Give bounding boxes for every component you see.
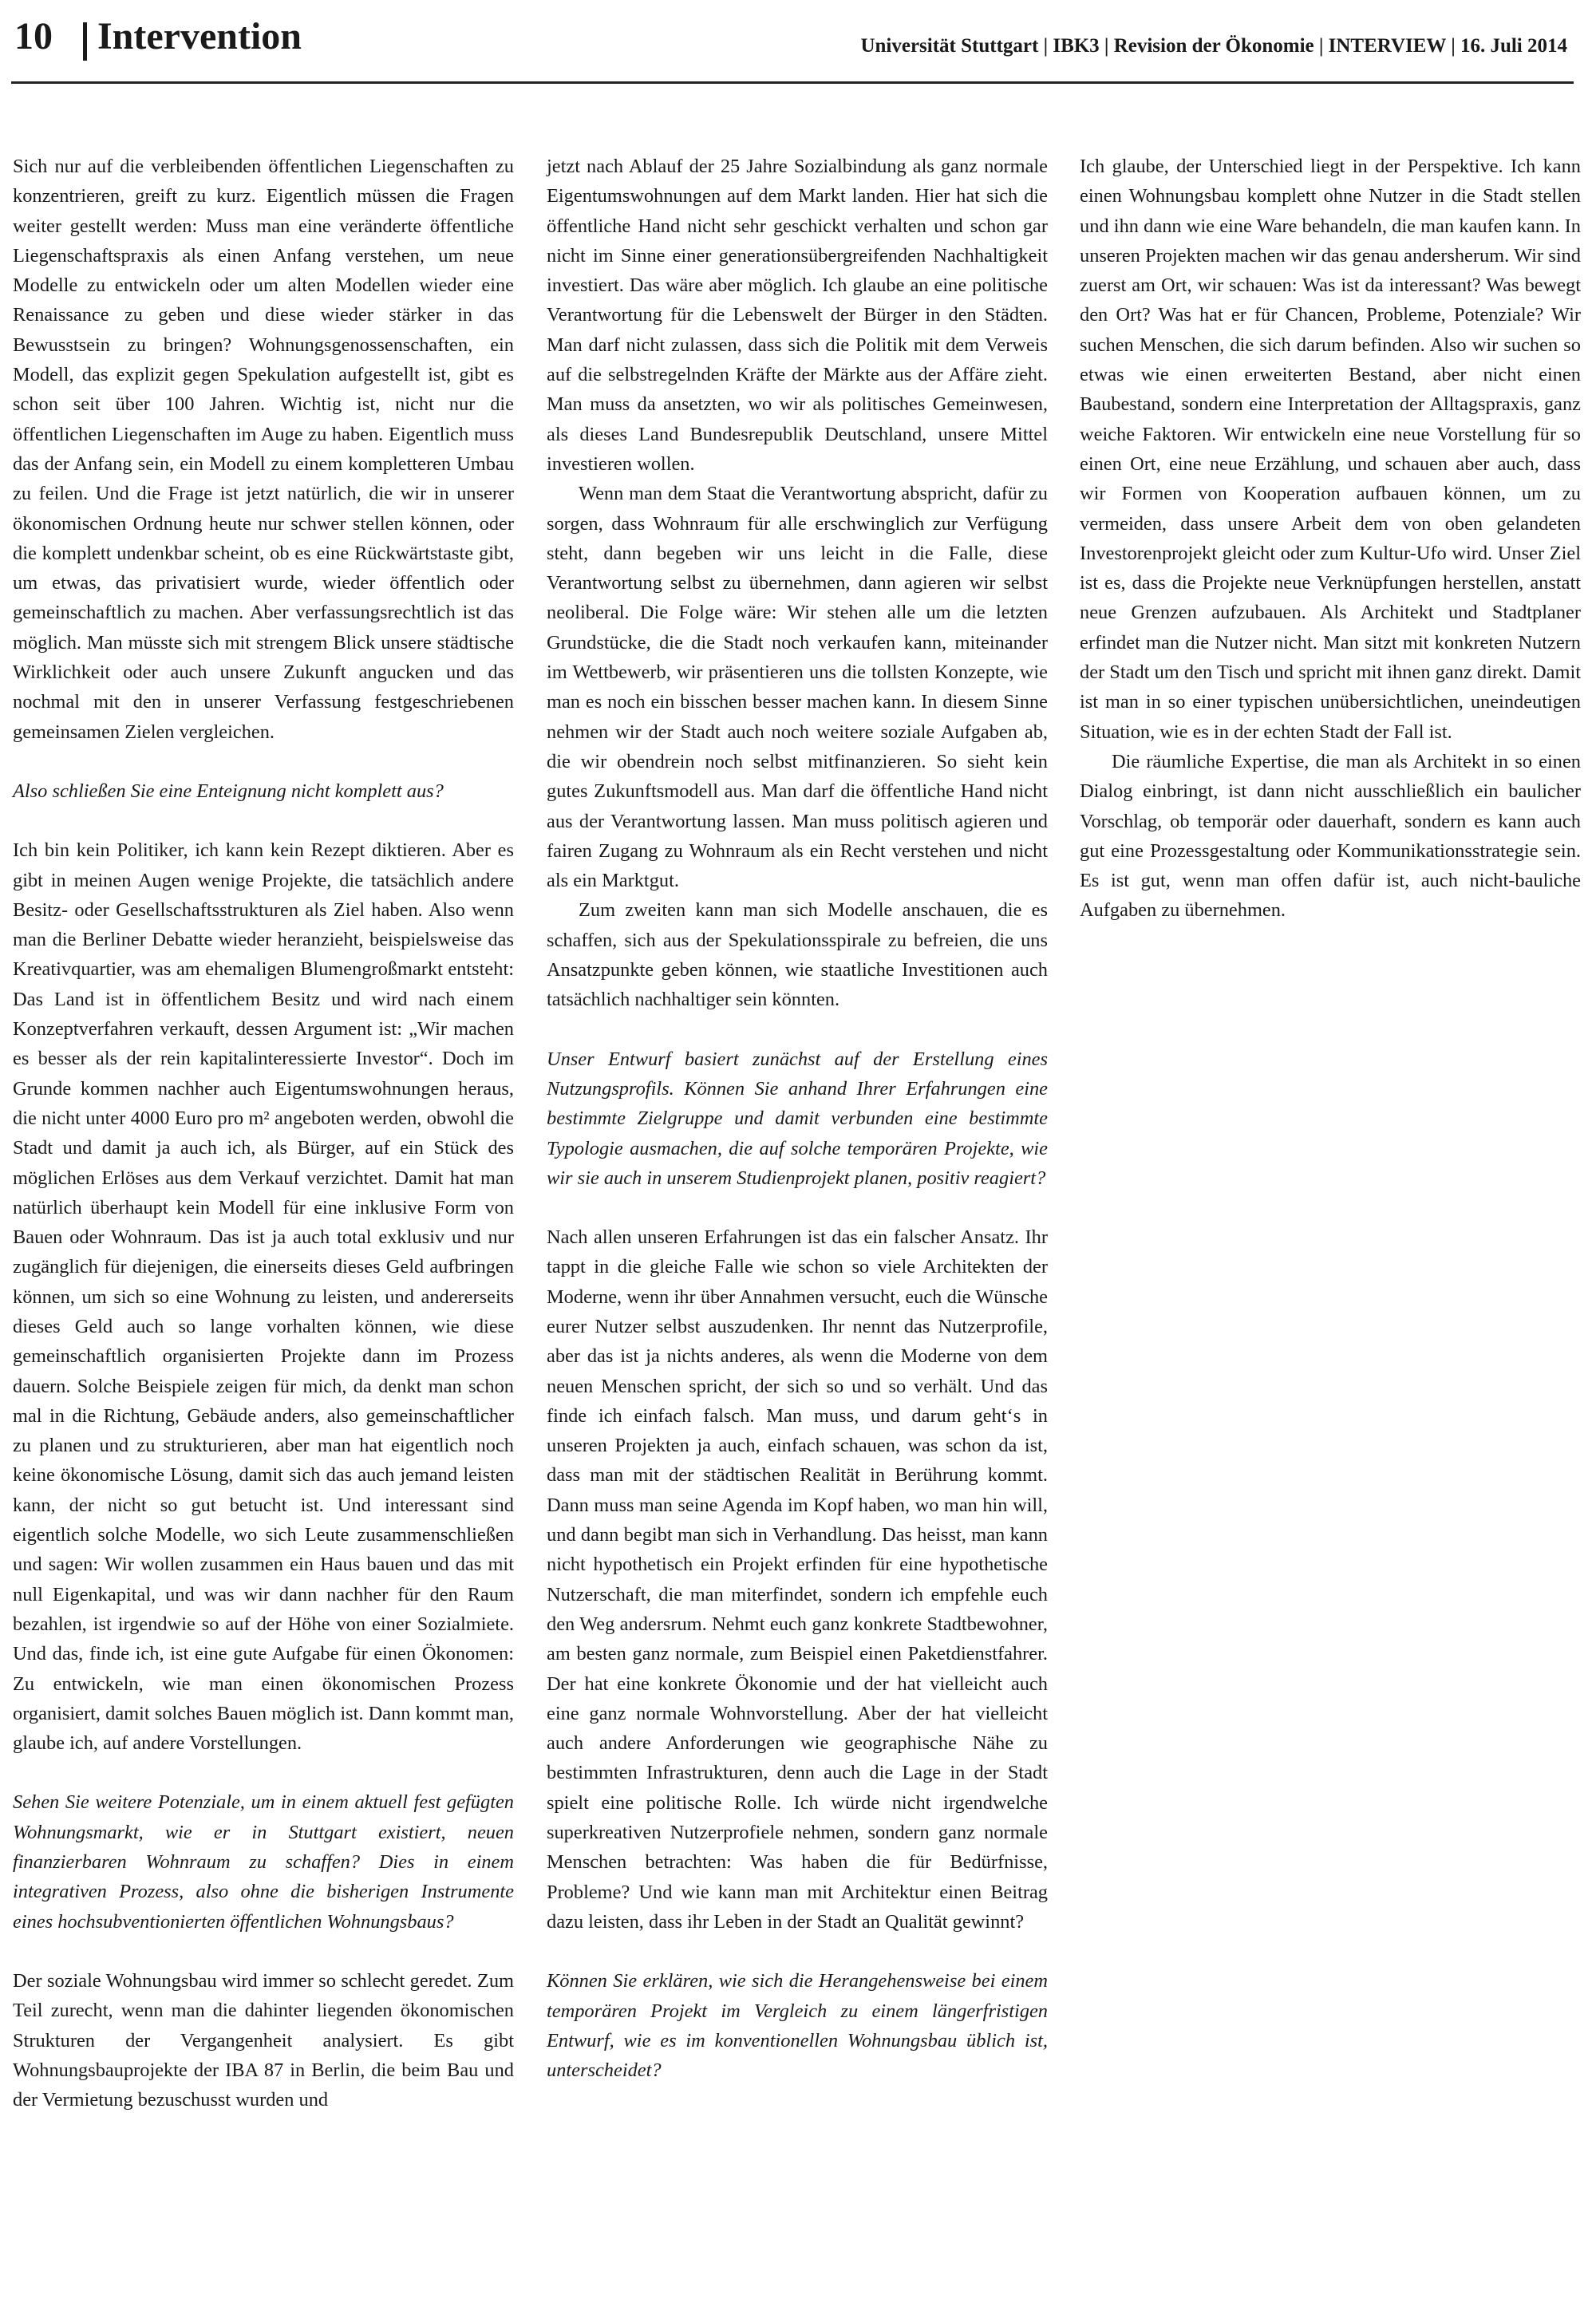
answer-paragraph: Sich nur auf die verbleibenden öffentlichen Liegenschaften zu konzentrieren, greift zu kurz. Eigentlich müssen die Fragen weiter gestellt werden: Muss man eine veränderte öffentliche Liegenschaftspraxis als einen Anfang verstehen, um neue Modelle zu entwickeln oder um alten Modellen wieder eine Renaissance zu geben und diese wieder stärker in das Bewusstsein zu bringen? Wohnungsgenossenschaften, ein Modell, das explizit gegen Spekulation aufgestellt ist, gibt es schon seit über 100 Jahren. Wichtig ist, nicht nur die öffentlichen Liegenschaften im Auge zu haben. Eigentlich muss das der Anfang sein, ein Modell zu einem kompletteren Umbau zu feilen. Und die Frage ist jetzt natürlich, die wir in unserer ökonomischen Ordnung heute nur schwer stellen können, oder die komplett undenkbar scheint, ob es eine Rückwärtstaste gibt, um etwas, das privatisiert wurde, wieder öffentlich oder gemeinschaftlich zu machen. Aber verfassungsrechtlich ist das möglich. Man müsste sich mit strengem Blick unsere städtische Wirklichkeit oder auch unsere Zukunft angucken und das nochmal mit den in unserer Verfassung festgeschriebenen gemeinsamen Zielen vergleichen. <box>13 156 514 743</box>
answer-paragraph: Nach allen unseren Erfahrungen ist das ein falscher Ansatz. Ihr tappt in die gleiche Falle wie schon so viele Architekten der Moderne, wenn ihr über Annahmen versucht, euch die Wünsche eurer Nutzer selbst auszudenken. Ihr nennt das Nutzerprofile, aber das ist ja nichts anderes, als wenn die Moderne von dem neuen Menschen spricht, der sich so und so verhält. Und das finde ich einfach falsch. Man muss, und darum geht‘s in unseren Projekten ja auch, einfach schauen, was schon da ist, dass man mit der städtischen Realität in Berührung kommt. Dann muss man seine Agenda im Kopf haben, wo man hin will, und dann begibt man sich in Verhandlung. Das heisst, man kann nicht hypothetisch ein Projekt erfinden für eine hypothetische Nutzerschaft, die man miterfindet, sondern ich empfehle euch den Weg andersrum. Nehmt euch ganz konkrete Stadtbewohner, am besten ganz normale, zum Beispiel einen Paketdienstfahrer. Der hat eine konkrete Ökonomie und der hat vielleicht auch eine ganz normale Wohnvorstellung. Aber der hat vielleicht auch andere Anforderungen wie geographische Nähe zu bestimmten Infrastrukturen, denn auch die Lage in der Stadt spielt eine politische Rolle. Ich würde nicht irgendwelche superkreativen Nutzerprofiele nehmen, sondern ganz normale Menschen betrachten: Was haben die für Bedürfnisse, Probleme? Und wie kann man mit Architektur einen Beitrag dazu leisten, dass ihr Leben in der Stadt an Qualität gewinnt? <box>547 1226 1048 1933</box>
interview-question: Können Sie erklären, wie sich die Herangehensweise bei einem temporären Projekt im Vergleich zu einem längerfristigen Entwurf, wie es im konventionellen Wohnungsbau üblich ist, unterscheidet? <box>547 1970 1048 2082</box>
answer-paragraph: Ich bin kein Politiker, ich kann kein Rezept diktieren. Aber es gibt in meinen Augen wenige Projekte, die tatsächlich andere Besitz- oder Gesellschaftsstrukturen als Ziel haben. Also wenn man die Berliner Debatte wieder heranzieht, beispielsweise das Kreativquartier, was am ehemaligen Blumengroßmarkt entsteht: Das Land ist in öffentlichem Besitz und wird nach einem Konzeptverfahren verkauft, dessen Argument ist: „Wir machen es besser als der rein kapitalinteressierte Investor“. Doch im Grunde kommen nachher auch Eigentumswohnungen heraus, die nicht unter 4000 Euro pro m² angeboten werden, obwohl die Stadt und damit ja auch ich, als Bürger, auf ein Stück des möglichen Erlöses aus dem Verkauf verzichtet. Damit hat man natürlich überhaupt kein Modell für eine inklusive Form von Bauen oder Wohnraum. Das ist ja auch total exklusiv und nur zugänglich für diejenigen, die einerseits dieses Geld aufbringen können, um sich so eine Wohnung zu leisten, und andererseits dieses Geld auch so lange vorhalten können, wie diese gemeinschaftlich organisierten Projekte dann im Prozess dauern. Solche Beispiele zeigen für mich, da denkt man schon mal in die Richtung, Gebäude anders, also gemeinschaftlicher zu planen und zu strukturieren, aber man hat eigentlich noch keine ökonomische Lösung, damit sich das auch jemand leisten kann, der nicht so gut betucht ist. Und interessant sind eigentlich solche Modelle, wo sich Leute zusammenschließen und sagen: Wir wollen zusammen ein Haus bauen und das mit null Eigenkapital, und was wir dann nachher für den Raum bezahlen, ist irgendwie so auf der Höhe von einer Sozialmiete. Und das, finde ich, ist eine gute Aufgabe für einen Ökonomen: Zu entwickeln, wie man einen ökonomischen Prozess organisiert, damit solches Bauen möglich ist. Dann kommt man, glaube ich, auf andere Vorstellungen. <box>13 839 514 1755</box>
answer-paragraph: Wenn man dem Staat die Verantwortung abspricht, dafür zu sorgen, dass Wohnraum für alle erschwinglich zur Verfügung steht, dann begeben wir uns leicht in die Falle, diese Verantwortung selbst zu übernehmen, dann agieren wir selbst neoliberal. Die Folge wäre: Wir stehen alle um die letzten Grundstücke, die die Stadt noch verkaufen kann, miteinander im Wettbewerb, wir präsentieren uns die tollsten Konzepte, wie man es noch ein bisschen besser machen kann. In diesem Sinne nehmen wir der Stadt auch noch weitere soziale Aufgaben ab, die wir obendrein noch selbst mitfinanzieren. So sieht kein gutes Zukunftsmodell aus. Man darf die öffentliche Hand nicht aus der Verantwortung lassen. Man muss politisch agieren und fairen Zugang zu Wohnraum als ein Recht verstehen und nicht als ein Marktgut. <box>547 483 1048 892</box>
interview-question: Sehen Sie weitere Potenziale, um in einem aktuell fest gefügten Wohnungsmarkt, wie er in Stuttgart existiert, neuen finanzierbaren Wohnraum zu schaffen? Dies in einem integrativen Prozess, also ohne die bisherigen Instrumente eines hochsubventionierten öffentlichen Wohnungsbaus? <box>13 1791 514 1933</box>
answer-paragraph: Die räumliche Expertise, die man als Architekt in so einen Dialog einbringt, ist dann nicht ausschließlich ein baulicher Vorschlag, ob temporär oder dauerhaft, sondern es kann auch gut eine Prozessgestaltung oder Kommunikationsstrategie sein. Es ist gut, wenn man offen dafür ist, auch nicht-bauliche Aufgaben zu übernehmen. <box>1080 750 1581 922</box>
answer-paragraph: Zum zweiten kann man sich Modelle anschauen, die es schaffen, sich aus der Spekulationsspirale zu befreien, die uns Ansatzpunkte geben können, wie staatliche Investitionen auch tatsächlich nachhaltiger sein könnten. <box>547 899 1048 1011</box>
interview-question: Also schließen Sie eine Enteignung nicht komplett aus? <box>13 780 444 802</box>
page-number: 10 <box>14 15 53 57</box>
text-column-3 <box>1080 152 1581 926</box>
answer-paragraph: Ich glaube, der Unterschied liegt in der Perspektive. Ich kann einen Wohnungsbau komplett ohne Nutzer in die Stadt stellen und ihn dann wie eine Ware behandeln, die man kaufen kann. In unseren Projekten machen wir das genau andersherum. Wir sind zuerst am Ort, wir schauen: Was ist da interessant? Was bewegt den Ort? Was hat er für Chancen, Probleme, Potenziale? Wir suchen Menschen, die sich darum befinden. Also wir suchen so etwas wie einen erweiterten Bestand, aber nicht einen Baubestand, sondern eine Interpretation der Alltagspraxis, ganz weiche Faktoren. Wir entwickeln eine neue Vorstellung für so einen Ort, eine neue Erzählung, und schauen aber auch, dass wir Formen von Kooperation aufbauen können, um zu vermeiden, dass unsere Arbeit dem von oben gelandeten Investorenprojekt gleicht oder zum Kultur-Ufo wird. Unser Ziel ist es, dass die Projekte neue Verknüpfungen herstellen, anstatt neue Grenzen aufzubauen. Als Architekt und Stadtplaner erfindet man die Nutzer nicht. Man sitzt mit konkreten Nutzern der Stadt um den Tisch und spricht mit ihnen ganz direkt. Damit ist man in so einer typischen unübersichtlichen, uneindeutigen Situation, wie es in der echten Stadt der Fall ist. <box>1080 156 1581 743</box>
page-header <box>11 8 1574 84</box>
header-separator <box>83 22 87 61</box>
section-title: Intervention <box>97 15 302 57</box>
text-column-1 <box>13 152 514 2115</box>
text-column-2 <box>547 152 1048 2115</box>
header-meta: Universität Stuttgart | IBK3 | Revision der Ökonomie | INTERVIEW | 16. Juli 2014 <box>860 35 1567 57</box>
answer-paragraph: jetzt nach Ablauf der 25 Jahre Sozialbindung als ganz normale Eigentumswohnungen auf dem Markt landen. Hier hat sich die öffentliche Hand nicht sehr geschickt verhalten und schon gar nicht im Sinne einer generationsübergreifenden Nachhaltigkeit investiert. Das wäre aber möglich. Ich glaube an eine politische Verantwortung für die Lebenswelt der Bürger in den Städten. Man darf nicht zulassen, dass sich die Politik mit dem Verweis auf die selbstregelnden Kräfte der Märkte aus der Affäre zieht. Man muss da ansetzten, wo wir als politisches Gemeinwesen, als dieses Land Bundesrepublik Deutschland, unsere Mittel investieren wollen. <box>547 156 1048 475</box>
answer-paragraph: Der soziale Wohnungsbau wird immer so schlecht geredet. Zum Teil zurecht, wenn man die dahinter liegenden ökonomischen Strukturen der Vergangenheit analysiert. Es gibt Wohnungsbauprojekte der IBA 87 in Berlin, die beim Bau und der Vermietung bezuschusst wurden und <box>13 1969 514 2111</box>
interview-question: Unser Entwurf basiert zunächst auf der Erstellung eines Nutzungsprofils. Können Sie anhand Ihrer Erfahrungen eine bestimmte Zielgruppe und damit verbunden eine bestimmte Typologie ausmachen, die auf solche temporären Projekte, wie wir sie auch in unserem Studienprojekt planen, positiv reagiert? <box>547 1048 1048 1189</box>
